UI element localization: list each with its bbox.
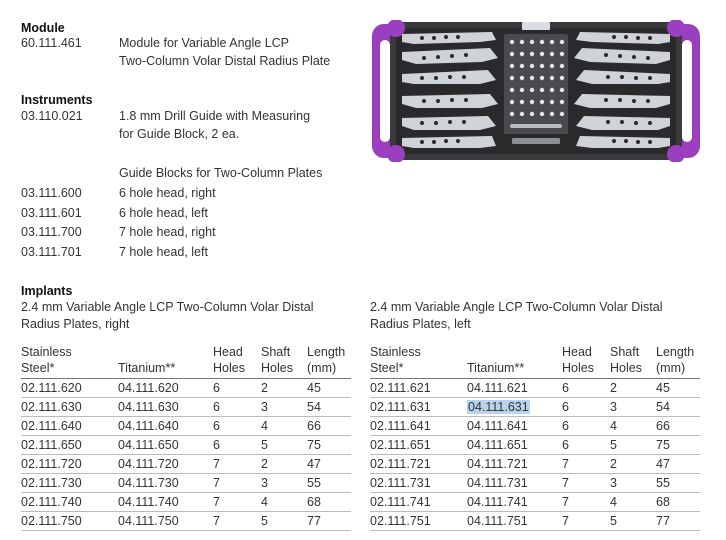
guide-block-desc: 7 hole head, right: [119, 225, 216, 239]
module-tray-photo: [372, 20, 700, 162]
cell: 2: [261, 457, 268, 471]
cell: 04.111.750: [118, 514, 179, 528]
cell: 04.111.641: [467, 419, 528, 433]
table-row: [370, 455, 700, 474]
cell: 7: [213, 495, 220, 509]
cell: 7: [213, 457, 220, 471]
cell: 77: [656, 514, 670, 528]
module-description-1: Module for Variable Angle LCP: [119, 36, 290, 50]
cell: 3: [261, 400, 268, 414]
cell: 02.111.650: [21, 438, 82, 452]
col-header-length: Length (mm): [307, 345, 346, 375]
guide-block-code: 03.111.700: [21, 225, 82, 239]
table-row: [370, 417, 700, 436]
module-heading: Module: [21, 21, 65, 35]
cell: 2: [610, 457, 617, 471]
right-plates-title-2: Radius Plates, right: [21, 317, 130, 331]
cell: 4: [610, 419, 617, 433]
col-header-titanium: Titanium**: [118, 361, 176, 375]
cell: 7: [213, 476, 220, 490]
table-row: [370, 379, 700, 398]
cell: 66: [656, 419, 670, 433]
cell: 75: [307, 438, 321, 452]
cell: 54: [656, 400, 670, 414]
guide-block-code: 03.111.600: [21, 186, 82, 200]
cell: 6: [213, 419, 220, 433]
cell: 02.111.751: [370, 514, 431, 528]
cell: 68: [656, 495, 670, 509]
cell: 02.111.750: [21, 514, 82, 528]
cell: 4: [610, 495, 617, 509]
guide-blocks-title: Guide Blocks for Two-Column Plates: [119, 166, 323, 180]
table-row: [370, 493, 700, 512]
cell: 02.111.720: [21, 457, 82, 471]
cell: 2: [261, 381, 268, 395]
guide-block-code: 03.111.701: [21, 245, 82, 259]
cell: 04.111.731: [467, 476, 528, 490]
table-row: [21, 417, 351, 436]
cell: 47: [307, 457, 321, 471]
table-row: [21, 436, 351, 455]
col-header-steel: Stainless Steel*: [21, 345, 72, 375]
cell: 6: [562, 419, 569, 433]
cell: 7: [562, 495, 569, 509]
instruments-heading: Instruments: [21, 93, 93, 107]
cell: 6: [562, 400, 569, 414]
guide-block-desc: 6 hole head, left: [119, 206, 208, 220]
cell: 55: [307, 476, 321, 490]
cell: 45: [656, 381, 670, 395]
left-plates-title-1: 2.4 mm Variable Angle LCP Two-Column Volar Distal: [370, 300, 663, 314]
cell: 4: [261, 419, 268, 433]
cell: 5: [261, 514, 268, 528]
implants-heading: Implants: [21, 284, 73, 298]
right-plates-title-1: 2.4 mm Variable Angle LCP Two-Column Volar Distal: [21, 300, 314, 314]
cell: 04.111.650: [118, 438, 179, 452]
col-header-shaft-holes: Shaft Holes: [610, 345, 642, 375]
module-description-2: Two-Column Volar Distal Radius Plate: [119, 54, 331, 68]
cell: 47: [656, 457, 670, 471]
cell: 75: [656, 438, 670, 452]
col-header-head-holes: Head Holes: [562, 345, 594, 375]
cell: 02.111.630: [21, 400, 82, 414]
module-code: 60.111.461: [21, 36, 82, 50]
guide-block-desc: 7 hole head, left: [119, 245, 208, 259]
cell: 04.111.630: [118, 400, 179, 414]
cell: 04.111.620: [118, 381, 179, 395]
cell: 04.111.740: [118, 495, 179, 509]
cell: 68: [307, 495, 321, 509]
drill-guide-description-2: for Guide Block, 2 ea.: [119, 127, 240, 141]
table-row: [370, 398, 700, 417]
cell: 55: [656, 476, 670, 490]
table-row: [370, 474, 700, 493]
cell: 7: [562, 457, 569, 471]
cell: 3: [610, 400, 617, 414]
cell: 02.111.641: [370, 419, 431, 433]
cell: 2: [610, 381, 617, 395]
cell-selected[interactable]: [467, 398, 562, 417]
table-row: [21, 474, 351, 493]
cell: 7: [213, 514, 220, 528]
table-row: [370, 436, 700, 455]
table-row: [21, 512, 351, 531]
cell: 02.111.621: [370, 381, 431, 395]
col-header-shaft-holes: Shaft Holes: [261, 345, 293, 375]
guide-block-desc: 6 hole head, right: [119, 186, 216, 200]
cell: 04.111.730: [118, 476, 179, 490]
cell: 5: [610, 514, 617, 528]
cell: 02.111.740: [21, 495, 82, 509]
drill-guide-description-1: 1.8 mm Drill Guide with Measuring: [119, 109, 311, 123]
col-header-steel: Stainless Steel*: [370, 345, 421, 375]
cell: 6: [562, 438, 569, 452]
cell: 6: [213, 381, 220, 395]
drill-guide-code: 03.110.021: [21, 109, 83, 123]
col-header-head-holes: Head Holes: [213, 345, 245, 375]
left-plates-table: [370, 344, 700, 531]
cell: 04.111.751: [467, 514, 528, 528]
table-row: [21, 379, 351, 398]
module-tray-illustration: [372, 20, 700, 162]
cell: 04.111.651: [467, 438, 528, 452]
cell: 45: [307, 381, 321, 395]
cell: 02.111.721: [370, 457, 431, 471]
cell: 3: [261, 476, 268, 490]
cell: 7: [562, 476, 569, 490]
cell: 02.111.631: [370, 400, 431, 414]
cell: 04.111.721: [467, 457, 528, 471]
cell: 02.111.730: [21, 476, 82, 490]
cell: 02.111.651: [370, 438, 431, 452]
cell: 02.111.731: [370, 476, 431, 490]
cell: 5: [261, 438, 268, 452]
cell: 77: [307, 514, 321, 528]
cell: 04.111.621: [467, 381, 528, 395]
cell: 66: [307, 419, 321, 433]
table-row: [21, 455, 351, 474]
cell: 54: [307, 400, 321, 414]
cell: 02.111.741: [370, 495, 431, 509]
col-header-titanium: Titanium**: [467, 361, 525, 375]
cell: 04.111.741: [467, 495, 528, 509]
left-plates-title-2: Radius Plates, left: [370, 317, 471, 331]
cell: 02.111.640: [21, 419, 82, 433]
cell: 02.111.620: [21, 381, 82, 395]
table-row: [21, 493, 351, 512]
cell: 5: [610, 438, 617, 452]
cell: 04.111.720: [118, 457, 179, 471]
cell: 7: [562, 514, 569, 528]
cell: 6: [562, 381, 569, 395]
selected-text[interactable]: 04.111.631: [468, 400, 529, 414]
cell: 04.111.640: [118, 419, 179, 433]
cell: 6: [213, 438, 220, 452]
right-plates-table: [21, 344, 351, 531]
table-header-row: [21, 344, 351, 379]
table-row: [21, 398, 351, 417]
table-row: [370, 512, 700, 531]
cell: 4: [261, 495, 268, 509]
table-header-row: [370, 344, 700, 379]
guide-block-code: 03.111.601: [21, 206, 82, 220]
col-header-length: Length (mm): [656, 345, 695, 375]
cell: 6: [213, 400, 220, 414]
cell: 3: [610, 476, 617, 490]
